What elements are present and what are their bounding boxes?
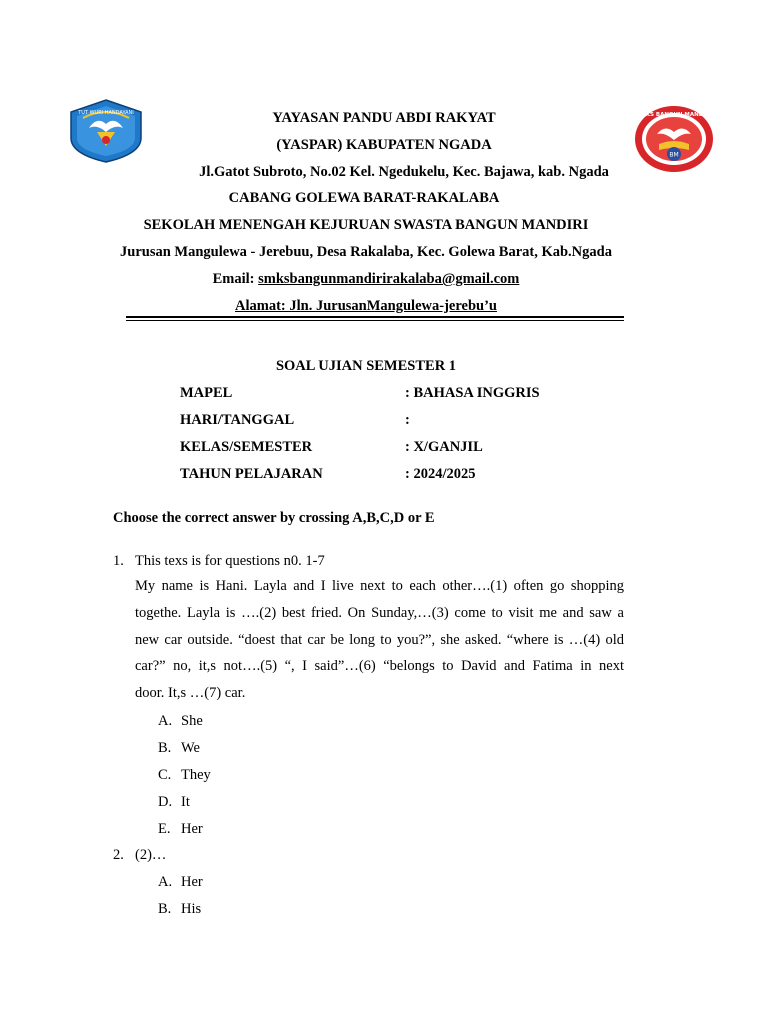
question-1-number: 1. xyxy=(113,553,124,569)
option-text: His xyxy=(181,901,202,917)
instruction: Choose the correct answer by crossing A,B,C,D or E xyxy=(113,510,435,526)
school-name: SEKOLAH MENENGAH KEJURUAN SWASTA BANGUN MANDIRI xyxy=(143,217,589,233)
passage-line: car?” no, it,s not….(5) “, I said”…(6) “belongs to David and Fatima in next xyxy=(135,658,624,675)
svg-text:SMKS BANGUN MANDIRI: SMKS BANGUN MANDIRI xyxy=(636,112,712,118)
option-text: It xyxy=(181,794,190,810)
option-letter: A. xyxy=(158,713,173,729)
passage-line: new car outside. “doest that car be long to you?”, she asked. “where is …(4) old xyxy=(135,631,624,648)
option-text: Her xyxy=(181,874,203,890)
header-divider-thin xyxy=(126,320,624,321)
info-label-subject: MAPEL xyxy=(180,385,233,401)
question-1-intro: This texs is for questions n0. 1-7 xyxy=(135,553,325,569)
email-link[interactable]: smksbangunmandirirakalaba@gmail.com xyxy=(258,271,520,287)
street-address: Alamat: Jln. JurusanMangulewa-jerebu’u xyxy=(235,298,497,314)
school-street xyxy=(0,297,750,315)
svg-text:TUT WURI HANDAYANI: TUT WURI HANDAYANI xyxy=(78,110,134,116)
option-letter: B. xyxy=(158,740,172,756)
info-value-subject: : BAHASA INGGRIS xyxy=(405,385,540,401)
email-label: Email: xyxy=(212,271,259,287)
branch-name: CABANG GOLEWA BARAT-RAKALABA xyxy=(228,190,500,206)
info-value-year: : 2024/2025 xyxy=(405,466,476,482)
header-divider-thick xyxy=(126,316,624,318)
passage-line: My name is Hani. Layla and I live next to each other….(1) often go shopping xyxy=(135,578,624,594)
foundation-name: YAYASAN PANDU ABDI RAKYAT xyxy=(272,110,496,126)
question-1-passage xyxy=(135,573,624,707)
info-value-class: : X/GANJIL xyxy=(405,439,483,455)
question-2-intro: (2)… xyxy=(135,847,167,863)
foundation-address: Jl.Gatot Subroto, No.02 Kel. Ngedukelu, Kec. Bajawa, kab. Ngada xyxy=(199,164,609,180)
tut-wuri-handayani-logo xyxy=(67,98,145,164)
school-address: Jurusan Mangulewa - Jerebuu, Desa Rakalaba, Kec. Golewa Barat, Kab.Ngada xyxy=(120,244,612,260)
info-label-year: TAHUN PELAJARAN xyxy=(180,466,323,482)
svg-text:BM: BM xyxy=(669,151,679,159)
foundation-abbrev: (YASPAR) KABUPATEN NGADA xyxy=(276,137,492,153)
exam-title: SOAL UJIAN SEMESTER 1 xyxy=(275,358,457,374)
option-text: Her xyxy=(181,821,203,837)
option-letter: A. xyxy=(158,874,173,890)
passage-line: door. It,s …(7) car. xyxy=(135,685,246,702)
option-text: They xyxy=(181,767,211,783)
info-value-date: : xyxy=(405,412,410,428)
option-text: She xyxy=(181,713,203,729)
info-label-class: KELAS/SEMESTER xyxy=(180,439,313,455)
option-letter: C. xyxy=(158,767,172,783)
option-letter: E. xyxy=(158,821,171,837)
option-letter: D. xyxy=(158,794,173,810)
school-email xyxy=(0,270,750,288)
passage-line: togethe. Layla is ….(2) best fried. On Sunday,…(3) come to visit me and saw a xyxy=(135,604,624,621)
option-letter: B. xyxy=(158,901,172,917)
option-text: We xyxy=(181,740,200,756)
info-label-date: HARI/TANGGAL xyxy=(180,412,295,428)
question-2-number: 2. xyxy=(113,847,124,863)
